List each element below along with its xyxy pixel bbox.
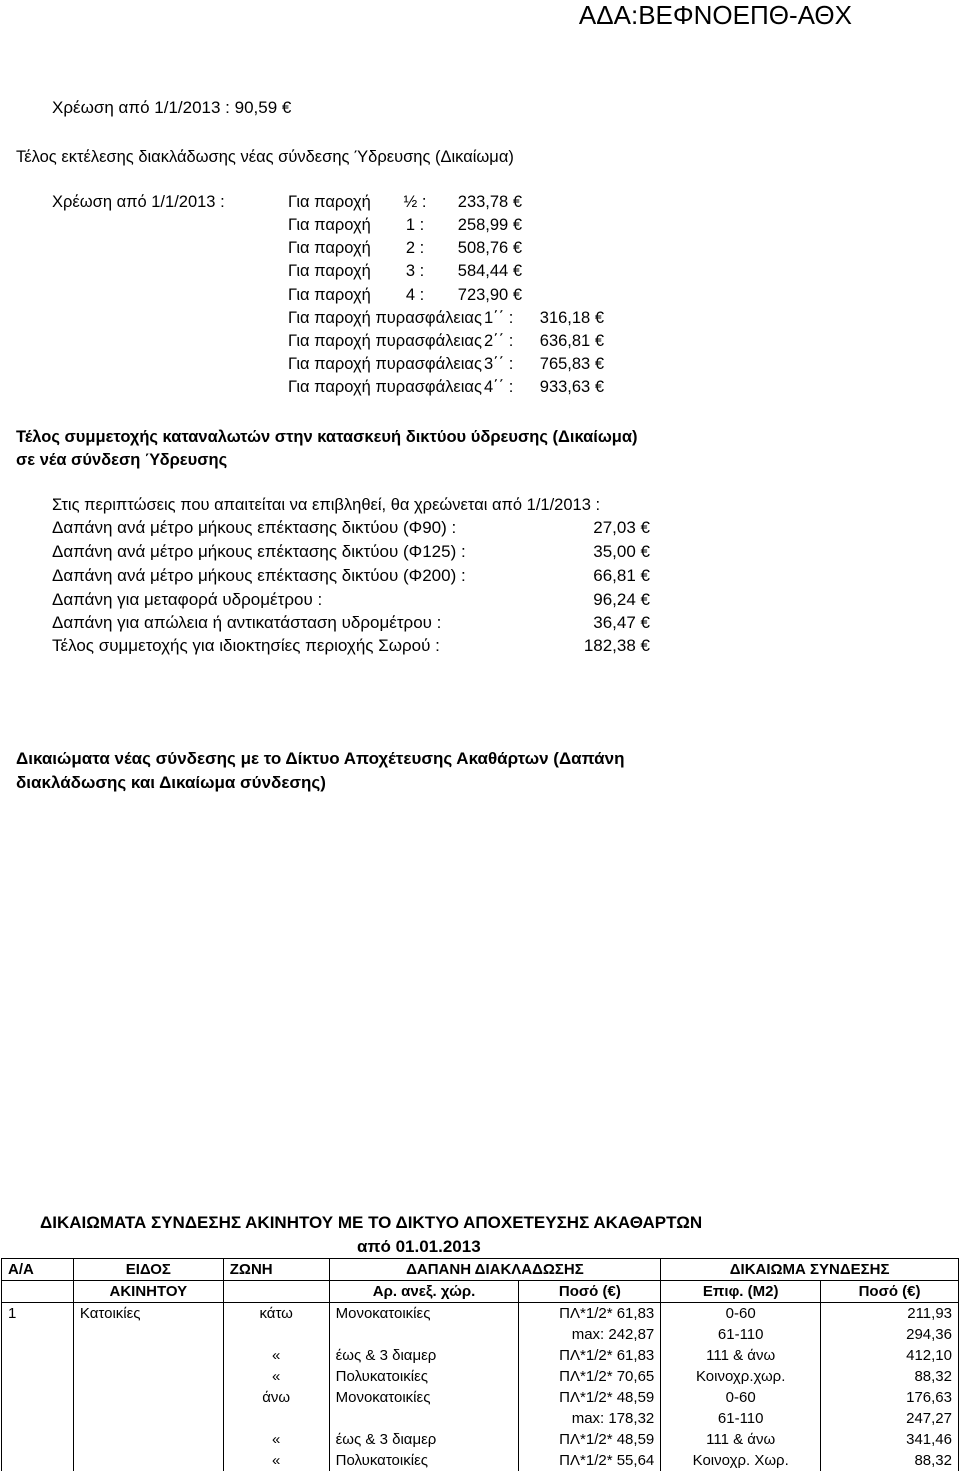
cost-row: Δαπάνη ανά μέτρο μήκους επέκτασης δικτύου (Φ125) : 35,00 € bbox=[52, 542, 650, 561]
section-network-fee-title-2: σε νέα σύνδεση Ύδρευσης bbox=[16, 451, 228, 469]
table-subtitle: από 01.01.2013 bbox=[357, 1237, 481, 1256]
table-row bbox=[2, 1408, 959, 1429]
table-row bbox=[2, 1429, 959, 1450]
supply-row: Για παροχή 4 : 723,90 € bbox=[288, 286, 522, 304]
row-type: Πολυκατοικίες bbox=[329, 1450, 519, 1471]
col-aa: Α/Α bbox=[2, 1259, 74, 1281]
row-zoni: « bbox=[223, 1429, 329, 1450]
row-area: 111 & άνω bbox=[661, 1345, 821, 1366]
fire-supply-row: Για παροχή πυρασφάλειας 2΄΄ : 636,81 € bbox=[288, 332, 604, 350]
network-fee-intro: Στις περιπτώσεις που απαιτείται να επιβληθεί, θα χρεώνεται από 1/1/2013 : bbox=[52, 496, 601, 514]
row-amount: ΠΛ*1/2* 61,83 bbox=[519, 1303, 661, 1325]
row-type: έως & 3 διαμερ bbox=[329, 1429, 519, 1450]
row-type bbox=[329, 1324, 519, 1345]
row-amount: max: 178,32 bbox=[519, 1408, 661, 1429]
section-sewer-title-2: διακλάδωσης και Δικαίωμα σύνδεσης) bbox=[16, 773, 326, 792]
row-fee: 341,46 bbox=[821, 1429, 959, 1450]
row-fee: 211,93 bbox=[821, 1303, 959, 1325]
cost-row: Δαπάνη ανά μέτρο μήκους επέκτασης δικτύου (Φ200) : 66,81 € bbox=[52, 566, 650, 585]
row-eidos bbox=[73, 1450, 223, 1471]
row-area: 0-60 bbox=[661, 1303, 821, 1325]
section-sewer-title: Δικαιώματα νέας σύνδεσης με το Δίκτυο Αποχέτευσης Ακαθάρτων (Δαπάνη bbox=[16, 749, 625, 768]
row-fee: 88,32 bbox=[821, 1450, 959, 1471]
row-fee: 176,63 bbox=[821, 1387, 959, 1408]
row-zoni: άνω bbox=[223, 1387, 329, 1408]
charge-intro: Χρέωση από 1/1/2013 : bbox=[52, 193, 225, 211]
cost-row: Δαπάνη για μεταφορά υδρομέτρου : 96,24 € bbox=[52, 590, 650, 609]
section-water-connection-title: Τέλος εκτέλεσης διακλάδωσης νέας σύνδεσης Ύδρευσης (Δικαίωμα) bbox=[16, 148, 514, 166]
fire-supply-row: Για παροχή πυρασφάλειας 4΄΄ : 933,63 € bbox=[288, 378, 604, 396]
row-area: 0-60 bbox=[661, 1387, 821, 1408]
row-zoni: « bbox=[223, 1366, 329, 1387]
row-eidos bbox=[73, 1366, 223, 1387]
cost-row: Δαπάνη για απώλεια ή αντικατάσταση υδρομέτρου : 36,47 € bbox=[52, 613, 650, 632]
row-eidos bbox=[73, 1408, 223, 1429]
col-zoni: ΖΩΝΗ bbox=[223, 1259, 329, 1281]
cost-row: Δαπάνη ανά μέτρο μήκους επέκτασης δικτύου (Φ90) : 27,03 € bbox=[52, 518, 650, 537]
row-aa bbox=[2, 1324, 74, 1345]
row-eidos bbox=[73, 1324, 223, 1345]
col-epif: Επιφ. (Μ2) bbox=[661, 1281, 821, 1303]
row-type bbox=[329, 1408, 519, 1429]
col-poso-1: Ποσό (€) bbox=[519, 1281, 661, 1303]
cost-row: Τέλος συμμετοχής για ιδιοκτησίες περιοχής Σωρού : 182,38 € bbox=[52, 636, 650, 655]
table-row bbox=[2, 1387, 959, 1408]
row-eidos: Κατοικίες bbox=[73, 1303, 223, 1325]
row-aa bbox=[2, 1408, 74, 1429]
row-fee: 247,27 bbox=[821, 1408, 959, 1429]
fire-supply-row: Για παροχή πυρασφάλειας 3΄΄ : 765,83 € bbox=[288, 355, 604, 373]
table-subheader-row bbox=[2, 1281, 959, 1303]
row-area: 61-110 bbox=[661, 1324, 821, 1345]
supply-row: Για παροχή 1 : 258,99 € bbox=[288, 216, 522, 234]
row-eidos bbox=[73, 1429, 223, 1450]
row-area: 61-110 bbox=[661, 1408, 821, 1429]
row-area: Κοινοχρ.χωρ. bbox=[661, 1366, 821, 1387]
row-amount: ΠΛ*1/2* 48,59 bbox=[519, 1387, 661, 1408]
col-ar: Αρ. ανεξ. χώρ. bbox=[329, 1281, 519, 1303]
row-zoni bbox=[223, 1408, 329, 1429]
table-row bbox=[2, 1324, 959, 1345]
supply-row: Για παροχή 2 : 508,76 € bbox=[288, 239, 522, 257]
row-fee: 294,36 bbox=[821, 1324, 959, 1345]
supply-row: Για παροχή ½ : 233,78 € bbox=[288, 193, 522, 211]
ada-code: ΑΔΑ:ΒΕΦΝΟΕΠΘ-ΑΘΧ bbox=[578, 0, 852, 30]
row-aa bbox=[2, 1387, 74, 1408]
row-aa bbox=[2, 1345, 74, 1366]
fire-supply-row: Για παροχή πυρασφάλειας 1΄΄ : 316,18 € bbox=[288, 309, 604, 327]
col-dikaioma: ΔΙΚΑΙΩΜΑ ΣΥΝΔΕΣΗΣ bbox=[661, 1259, 959, 1281]
row-aa: 1 bbox=[2, 1303, 74, 1325]
charge-line: Χρέωση από 1/1/2013 : 90,59 € bbox=[52, 98, 292, 117]
table-row bbox=[2, 1450, 959, 1471]
row-amount: ΠΛ*1/2* 55,64 bbox=[519, 1450, 661, 1471]
row-aa bbox=[2, 1450, 74, 1471]
row-area: 111 & άνω bbox=[661, 1429, 821, 1450]
row-zoni: « bbox=[223, 1345, 329, 1366]
table-header-row bbox=[2, 1259, 959, 1281]
row-type: Μονοκατοικίες bbox=[329, 1303, 519, 1325]
row-amount: ΠΛ*1/2* 70,65 bbox=[519, 1366, 661, 1387]
table-row bbox=[2, 1366, 959, 1387]
row-fee: 88,32 bbox=[821, 1366, 959, 1387]
row-fee: 412,10 bbox=[821, 1345, 959, 1366]
row-zoni bbox=[223, 1324, 329, 1345]
row-eidos bbox=[73, 1387, 223, 1408]
row-type: έως & 3 διαμερ bbox=[329, 1345, 519, 1366]
row-area: Κοινοχρ. Χωρ. bbox=[661, 1450, 821, 1471]
col-poso-2: Ποσό (€) bbox=[821, 1281, 959, 1303]
row-zoni: « bbox=[223, 1450, 329, 1471]
col-eidos: ΕΙΔΟΣ bbox=[73, 1259, 223, 1281]
col-eidos-2: ΑΚΙΝΗΤΟΥ bbox=[73, 1281, 223, 1303]
row-type: Πολυκατοικίες bbox=[329, 1366, 519, 1387]
row-aa bbox=[2, 1366, 74, 1387]
table-row bbox=[2, 1345, 959, 1366]
row-amount: max: 242,87 bbox=[519, 1324, 661, 1345]
col-dapani: ΔΑΠΑΝΗ ΔΙΑΚΛΑΔΩΣΗΣ bbox=[329, 1259, 661, 1281]
sewer-fees-table bbox=[1, 1258, 959, 1471]
row-type: Μονοκατοικίες bbox=[329, 1387, 519, 1408]
row-zoni: κάτω bbox=[223, 1303, 329, 1325]
row-aa bbox=[2, 1429, 74, 1450]
row-amount: ΠΛ*1/2* 48,59 bbox=[519, 1429, 661, 1450]
table-title: ΔΙΚΑΙΩΜΑΤΑ ΣΥΝΔΕΣΗΣ ΑΚΙΝΗΤΟΥ ΜΕ ΤΟ ΔΙΚΤΥΟ ΑΠΟΧΕΤΕΥΣΗΣ ΑΚΑΘΑΡΤΩΝ bbox=[40, 1213, 703, 1232]
section-network-fee-title: Τέλος συμμετοχής καταναλωτών στην κατασκευή δικτύου ύδρευσης (Δικαίωμα) bbox=[16, 428, 638, 446]
supply-row: Για παροχή 3 : 584,44 € bbox=[288, 262, 522, 280]
table-row bbox=[2, 1303, 959, 1325]
row-eidos bbox=[73, 1345, 223, 1366]
row-amount: ΠΛ*1/2* 61,83 bbox=[519, 1345, 661, 1366]
